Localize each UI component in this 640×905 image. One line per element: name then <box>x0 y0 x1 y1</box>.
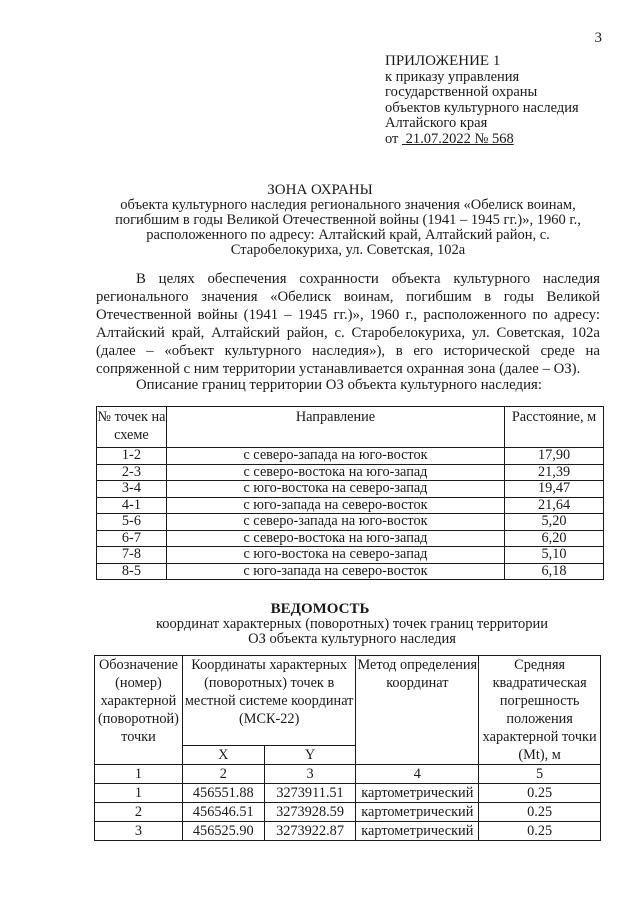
cell-distance: 17,90 <box>505 448 604 465</box>
appendix-line: объектов культурного наследия <box>385 99 579 116</box>
cell-point: 1 <box>95 784 183 803</box>
table-header-row <box>95 656 601 746</box>
cell-distance: 5,10 <box>505 547 604 564</box>
header-distance: Расстояние, м <box>505 407 604 448</box>
page-number: 3 <box>594 30 602 46</box>
table-row <box>97 497 604 514</box>
cell-direction: с северо-запада на юго-восток <box>166 448 504 465</box>
cell-error: 0.25 <box>479 784 601 803</box>
cell-direction: с юго-востока на северо-запад <box>166 547 504 564</box>
table-row <box>97 547 604 564</box>
cell-method: картометрический <box>356 803 479 822</box>
cell-direction: с северо-востока на юго-запад <box>166 530 504 547</box>
header-coordinates: Координаты характерных (поворотных) точек в местной системе координат (МСК-22) <box>182 656 355 746</box>
cell-y: 3273928.59 <box>264 803 356 822</box>
table-row <box>95 822 601 841</box>
cell-distance: 6,20 <box>505 530 604 547</box>
boundary-description-label: Описание границ территории ОЗ объекта культурного наследия: <box>136 377 542 393</box>
cell-point: 2 <box>95 803 183 822</box>
cell-y: 3273922.87 <box>264 822 356 841</box>
appendix-line: к приказу управления <box>385 68 520 85</box>
vedomost-subtitle: координат характерных (поворотных) точек границ территории ОЗ объекта культурного наследия <box>155 616 549 647</box>
cell-error: 0.25 <box>479 822 601 841</box>
order-number: 568 <box>492 130 514 147</box>
column-number: 1 <box>95 765 183 784</box>
cell-points: 6-7 <box>97 530 167 547</box>
cell-distance: 21,39 <box>505 464 604 481</box>
zone-subtitle: объекта культурного наследия регионального значения «Обелиск воинам, погибшим в годы Великой Отечественной войны (1941 – 1945 гг.)», 1960 г., расположенного по адресу: Алтайский край, Алтайский район, с. Старобелокуриха, ул. Советская, 102а <box>115 197 581 258</box>
cell-method: картометрический <box>356 784 479 803</box>
boundary-table <box>96 406 604 580</box>
order-date: 21.07.2022 <box>405 130 471 147</box>
column-number: 5 <box>479 765 601 784</box>
cell-direction: с северо-востока на юго-запад <box>166 464 504 481</box>
cell-direction: с юго-запада на северо-восток <box>166 497 504 514</box>
header-method: Метод определения координат <box>356 656 479 765</box>
table-row <box>95 784 601 803</box>
order-number-sign: № <box>474 130 489 147</box>
cell-points: 5-6 <box>97 514 167 531</box>
header-error: Средняя квадратическая погрешность положения характерной точки (Mt), м <box>479 656 601 765</box>
cell-distance: 6,18 <box>505 563 604 580</box>
cell-distance: 19,47 <box>505 481 604 498</box>
coordinates-table <box>94 655 601 841</box>
appendix-line: Алтайского края <box>385 115 488 131</box>
cell-points: 2-3 <box>97 464 167 481</box>
header-points: № точек на схеме <box>97 407 167 448</box>
cell-direction: с северо-запада на юго-восток <box>166 514 504 531</box>
cell-points: 3-4 <box>97 481 167 498</box>
cell-point: 3 <box>95 822 183 841</box>
cell-x: 456546.51 <box>182 803 264 822</box>
cell-distance: 21,64 <box>505 497 604 514</box>
header-x: X <box>182 745 264 764</box>
header-y: Y <box>264 745 356 764</box>
table-row <box>97 464 604 481</box>
appendix-line: государственной охраны <box>385 84 538 100</box>
table-row <box>97 481 604 498</box>
cell-x: 456525.90 <box>182 822 264 841</box>
column-number: 2 <box>182 765 264 784</box>
cell-x: 456551.88 <box>182 784 264 803</box>
header-direction: Направление <box>166 407 504 448</box>
appendix-heading: ПРИЛОЖЕНИЕ 1 <box>385 53 501 69</box>
cell-direction: с юго-востока на северо-запад <box>166 481 504 498</box>
table-row <box>97 514 604 531</box>
column-number: 3 <box>264 765 356 784</box>
cell-points: 1-2 <box>97 448 167 465</box>
cell-distance: 5,20 <box>505 514 604 531</box>
order-prefix: от <box>385 130 399 147</box>
column-number: 4 <box>356 765 479 784</box>
cell-y: 3273911.51 <box>264 784 356 803</box>
cell-points: 8-5 <box>97 563 167 580</box>
cell-direction: с юго-запада на северо-восток <box>166 563 504 580</box>
table-row <box>97 530 604 547</box>
appendix-block <box>385 54 579 147</box>
cell-points: 4-1 <box>97 497 167 514</box>
intro-paragraph: В целях обеспечения сохранности объекта культурного наследия регионального значения «Обелиск воинам, погибшим в годы Великой Отечественной войны (1941 – 1945 гг.)», 1960 г., расположенного по адресу: Алтайский край, Алтайский район, с. Старобелокуриха, ул. Советская, 102а (далее – «объект культурного наследия»), в его исторической среде на сопряженной с ним территории устанавливается охранная зона (далее – ОЗ). <box>96 271 600 377</box>
cell-points: 7-8 <box>97 547 167 564</box>
cell-error: 0.25 <box>479 803 601 822</box>
table-header-row <box>97 407 604 448</box>
table-row <box>97 563 604 580</box>
table-row <box>95 803 601 822</box>
header-point: Обозначение (номер) характерной (поворотной) точки <box>95 656 183 765</box>
order-line <box>385 132 579 148</box>
zone-title: ЗОНА ОХРАНЫ <box>267 182 373 198</box>
cell-method: картометрический <box>356 822 479 841</box>
vedomost-title: ВЕДОМОСТЬ <box>270 601 370 617</box>
column-numbering-row <box>95 765 601 784</box>
table-row <box>97 448 604 465</box>
